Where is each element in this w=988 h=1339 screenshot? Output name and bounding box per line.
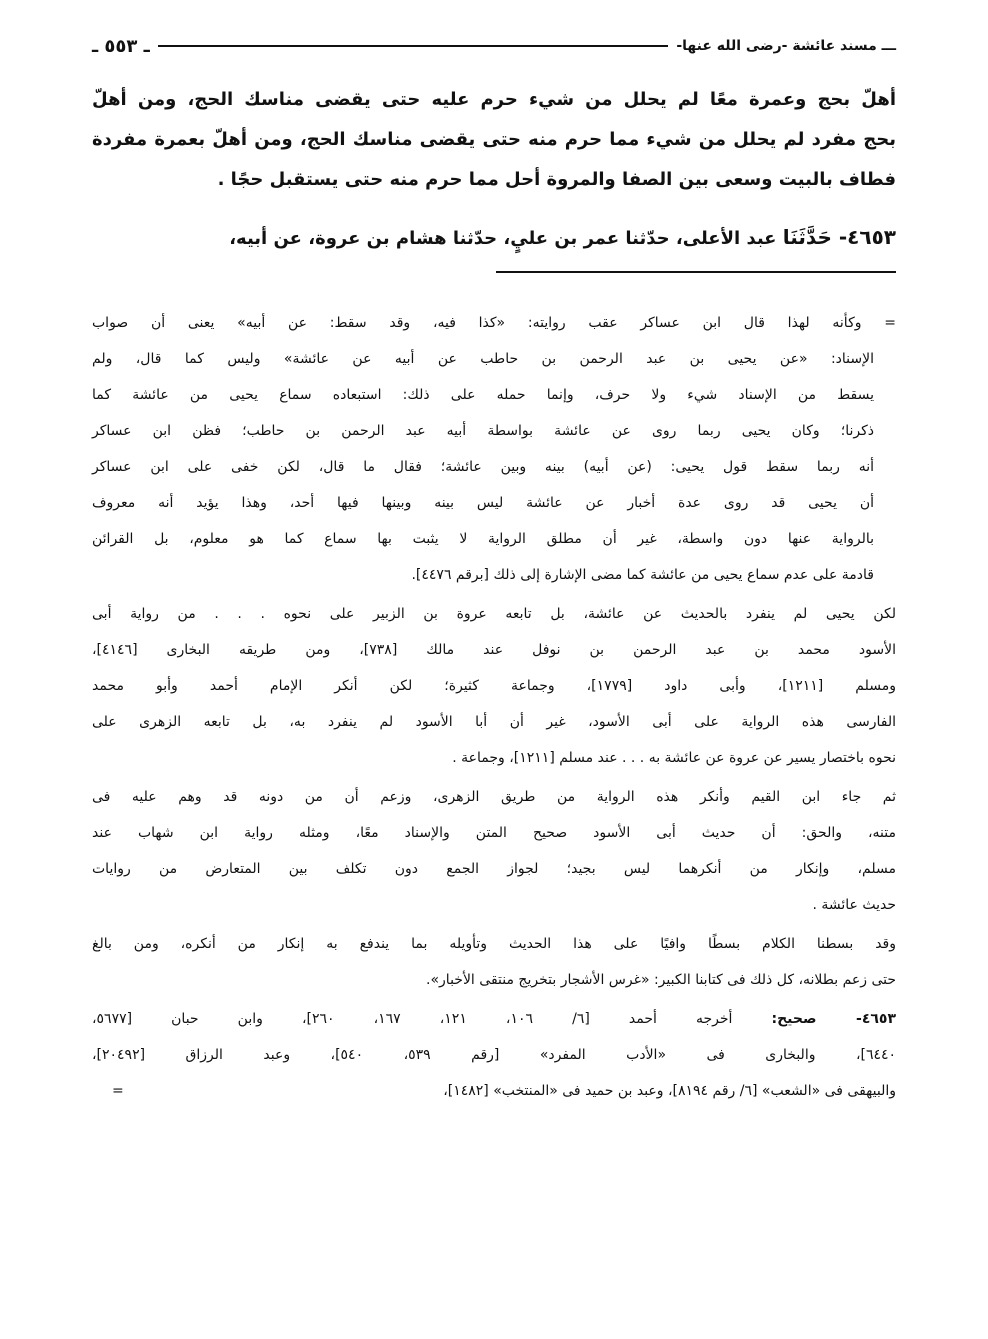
- footnote-line: نحوه باختصار يسير عن عروة عن عائشة به . . . عند مسلم [١٢١١]، وجماعة .: [452, 750, 896, 766]
- footnote-line: الإسناد: «عن يحيى بن عبد الرحمن بن حاطب عن أبيه عن عائشة» وليس كما قال، ولم: [92, 351, 874, 367]
- footnote-separator: [496, 271, 896, 273]
- header-title: ـــ مسند عائشة -رضى الله عنها-: [676, 38, 896, 54]
- footnote-line: [92, 1073, 896, 1109]
- footnote-paragraph: [92, 779, 896, 923]
- footnote-line: لكن يحيى لم ينفرد بالحديث عن عائشة، بل تابعه عروة بن الزبير على نحوه . . . من رواية أبى: [92, 606, 896, 622]
- footnote-line: [92, 1001, 896, 1037]
- hadith-isnad: عبد الأعلى، حدّثنا عمر بن عليٍ، حدّثنا هشام بن عروة، عن أبيه،: [229, 228, 783, 249]
- footnote-line: قادمة على عدم سماع يحيى من عائشة كما مضى الإشارة إلى ذلك [برقم ٤٤٧٦].: [411, 567, 874, 583]
- main-line: أهلّ بحج وعمرة معًا لم يحلل من شيء حرم عليه حتى يقضى مناسك الحج، ومن أهلّ: [92, 89, 896, 110]
- footnote-line: ومسلم [١٢١١]، وأبى داود [١٧٧٩]، وجماعة كثيرة؛ لكن أنكر الإمام أحمد وأبو محمد: [92, 678, 896, 694]
- footnote-line: الأسود محمد بن عبد الرحمن بن نوفل عند مالك [٧٣٨]، ومن طريقه البخارى [٤١٤٦]،: [92, 642, 896, 658]
- hadith-number: ٤٦٥٣- حَدَّثَنَا: [782, 225, 896, 249]
- footnote-line: أنه ربما سقط قول يحيى: (عن أبيه) بينه وبين عائشة؛ فقال ما قال، لكن خفى على ابن عساكر: [92, 459, 874, 475]
- takhrij-text: والبيهقى فى «الشعب» [٦/ رقم ٨١٩٤]، وعبد بن حميد فى «المنتخب» [١٤٨٢]،: [443, 1083, 896, 1099]
- footnote-line: متنه، والحق: أن حديث أبى الأسود صحيح المتن والإسناد معًا، ومثله رواية ابن شهاب عند: [92, 825, 896, 841]
- footnote-line: حتى زعم بطلانه، كل ذلك فى كتابنا الكبير: «غرس الأشجار بتخريج منتقى الأخبار».: [426, 972, 896, 988]
- footnote-line: مسلم، وإنكار من أنكرهما ليس بجيد؛ لجواز الجمع دون تكلف بين المتعارض من روايات: [92, 861, 896, 877]
- takhrij-text: أخرجه أحمد [٦/ ١٠٦، ١٢١، ١٦٧، ٢٦٠]، وابن حبان [٥٦٧٧،: [92, 1011, 772, 1027]
- main-text: [92, 80, 896, 259]
- footnote-paragraph: [92, 596, 896, 776]
- footnote-line: يسقط من الإسناد شيء ولا حرف، وإنما حمله على ذلك: استبعاده سماع يحيى من عائشة كما: [92, 387, 874, 403]
- footnotes: [92, 305, 896, 1109]
- header-rule: [158, 45, 669, 47]
- book-page: [92, 0, 896, 1109]
- hadith-line: [92, 217, 896, 259]
- running-header: [92, 32, 896, 60]
- takhrij-label: ٤٦٥٣- صحيح:: [771, 1011, 897, 1027]
- footnote-line: ذكرنا؛ وكان يحيى ربما روى عن عائشة بواسطة أبيه عبد الرحمن بن حاطب؛ فظن ابن عساكر: [92, 423, 874, 439]
- footnote-line: وقد بسطنا الكلام بسطًا وافيًا على هذا الحديث وتأويله بما يندفع به إنكار من أنكره، ومن بالغ: [92, 936, 896, 952]
- takhrij-note: [92, 1001, 896, 1109]
- footnote-line: بالرواية عنها دون واسطة، غير أن مطلق الرواية لا يثبت بها سماع كما هو معلوم، بل القرائن: [92, 531, 874, 547]
- footnote-line: الفارسى هذه الرواية على أبى الأسود، غير أن أبا الأسود لم ينفرد به، بل تابعه الزهرى على: [92, 714, 896, 730]
- footnote-line: = وكأنه لهذا قال ابن عساكر عقب روايته: «كذا فيه، وقد سقط: عن أبيه» يعنى أن صواب: [92, 315, 896, 331]
- main-line: فطاف بالبيت وسعى بين الصفا والمروة أحل مما حرم منه حتى يستقبل حجًا .: [217, 169, 896, 190]
- footnote-line: ٦٤٤٠]، والبخارى فى «الأدب المفرد» [رقم ٥٣٩، ٥٤٠]، وعبد الرزاق [٢٠٤٩٢]،: [92, 1047, 897, 1063]
- page-number: ـ ٥٥٣ ـ: [92, 35, 150, 57]
- footnote-paragraph: [92, 926, 896, 998]
- continuation-mark: =: [112, 1083, 124, 1099]
- footnote-line: أن يحيى قد روى عدة أخبار عن عائشة ليس بينه وبينها فيها أحد، وهذا يؤيد أنه معروف: [92, 495, 874, 511]
- main-line: بحج مفرد لم يحلل من شيء مما حرم منه حتى يقضى مناسك الحج، ومن أهلّ بعمرة مفردة: [92, 129, 896, 150]
- footnote-paragraph: [92, 305, 896, 593]
- footnote-line: ثم جاء ابن القيم وأنكر هذه الرواية من طريق الزهرى، وزعم أن من دونه قد وهم عليه فى: [92, 789, 896, 805]
- footnote-line: حديث عائشة .: [812, 897, 896, 913]
